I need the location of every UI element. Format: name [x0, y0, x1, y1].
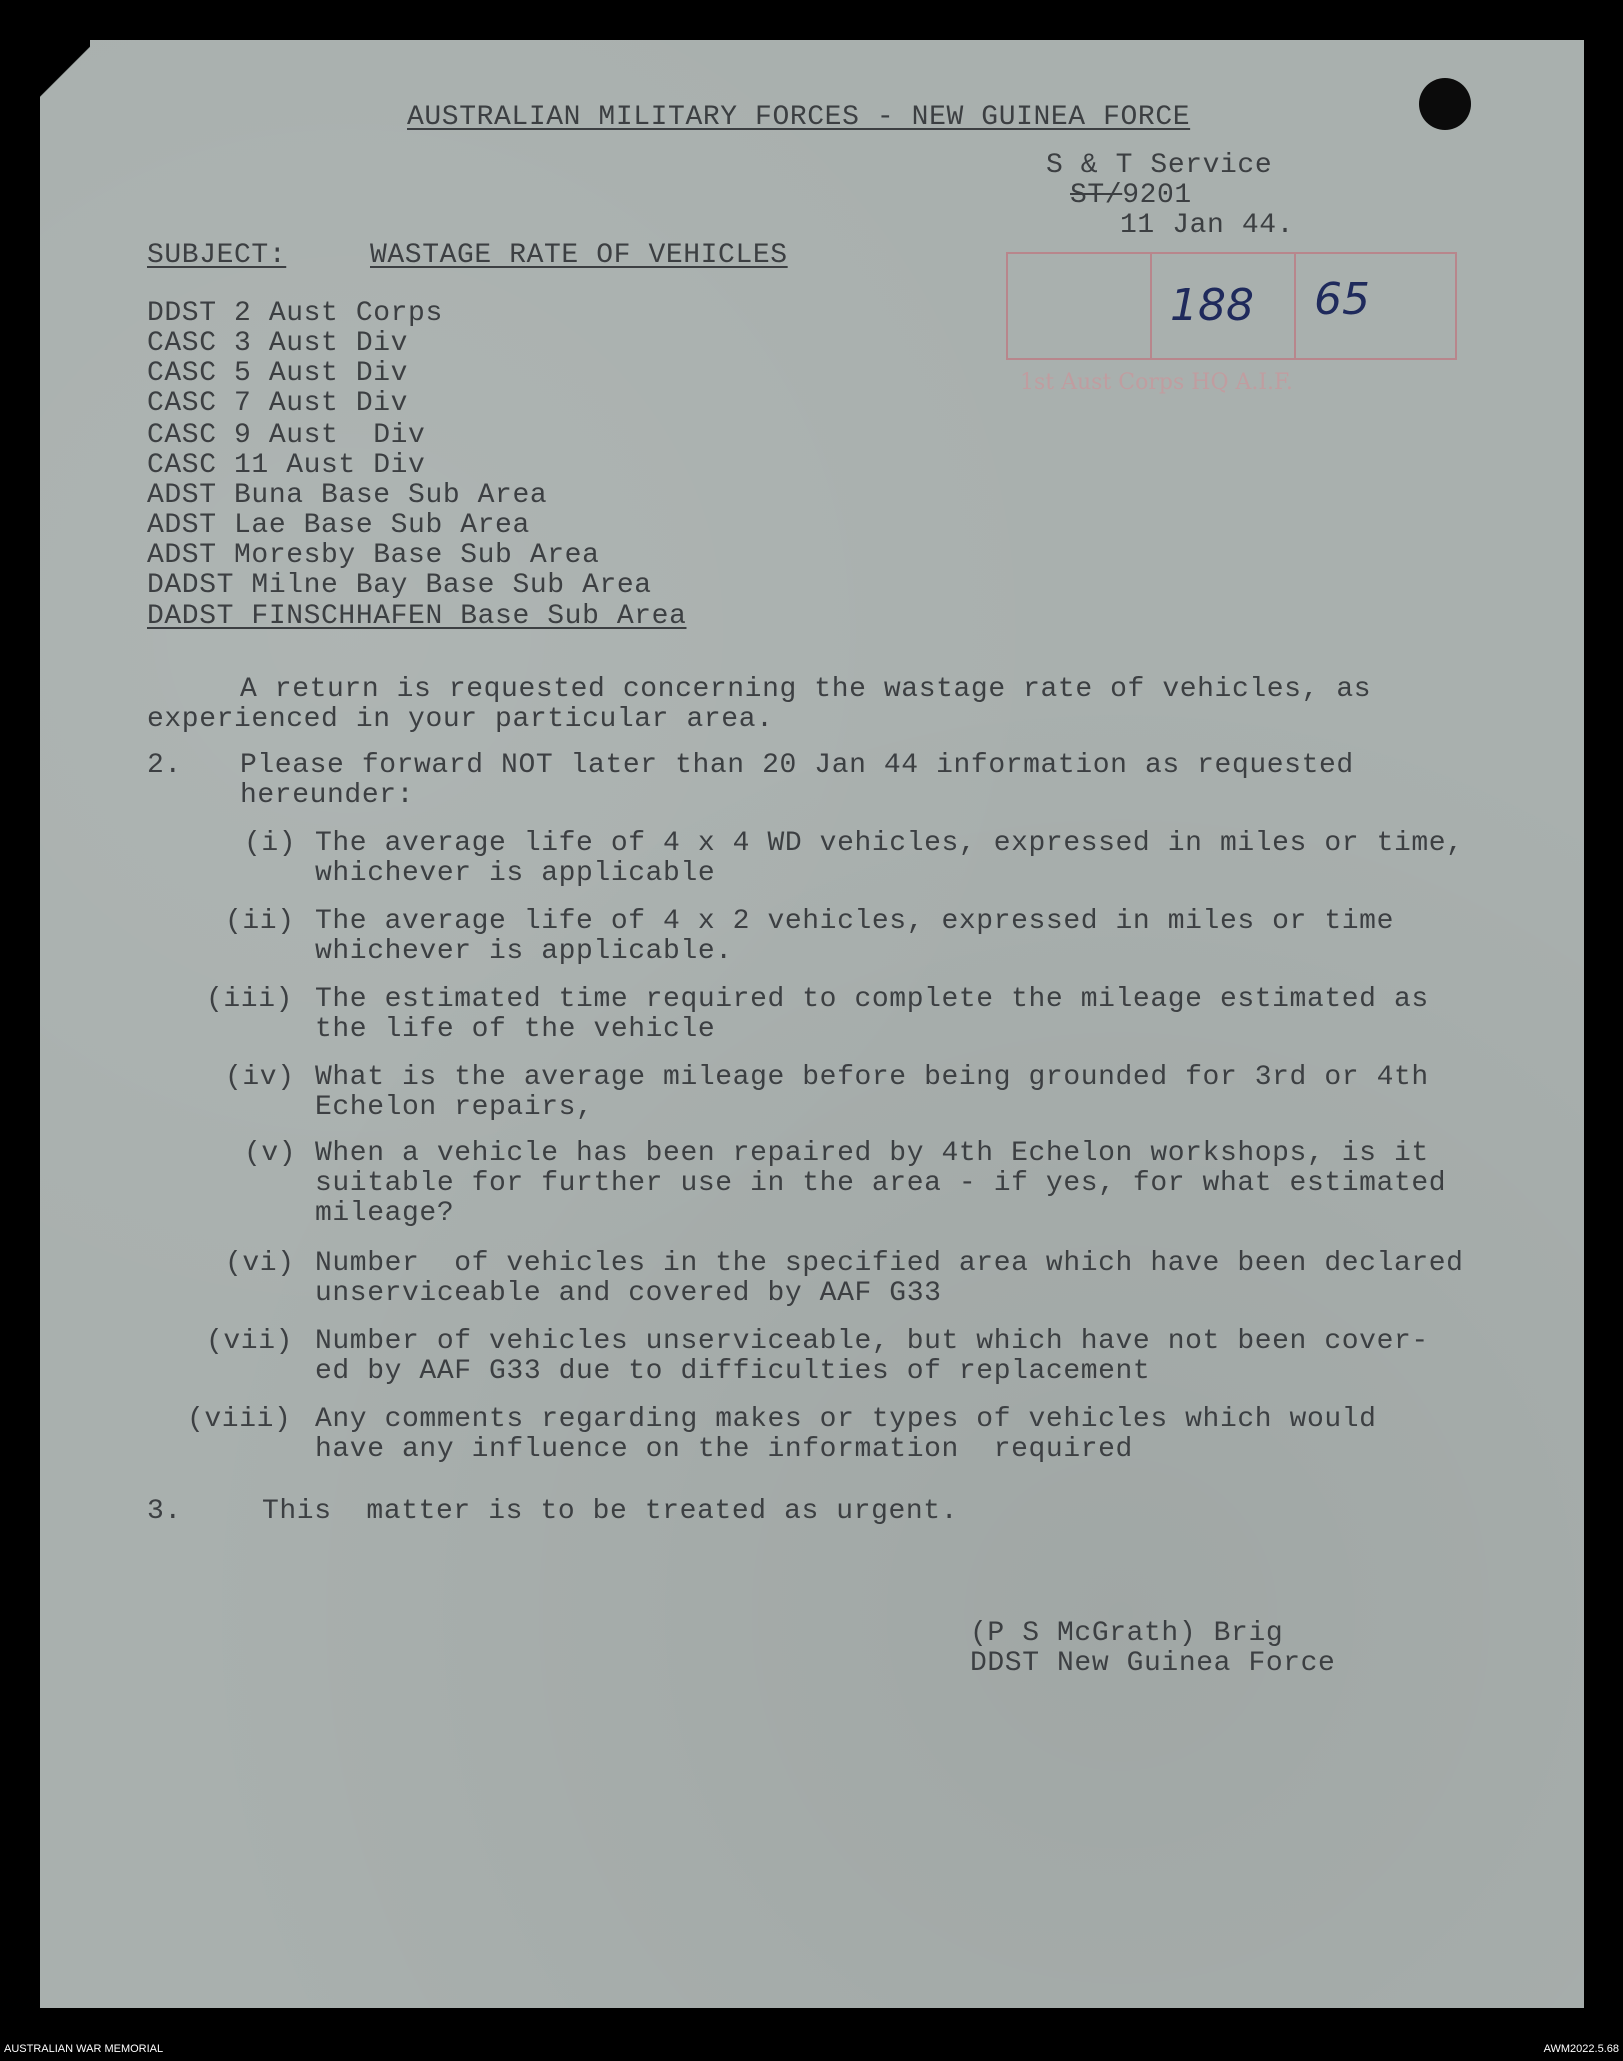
footer-accession: AWM2022.5.68 [1543, 2043, 1619, 2055]
item-number: (ii) [225, 906, 295, 937]
addressee: ADST Buna Base Sub Area [147, 480, 548, 511]
signatory-name: (P S McGrath) Brig [970, 1618, 1284, 1649]
reference-value: 9201 [1122, 180, 1192, 211]
paragraph-line: Please forward NOT later than 20 Jan 44 information as requested [240, 750, 1354, 781]
punch-hole [1419, 78, 1471, 130]
item-line: have any influence on the information required [315, 1434, 1133, 1465]
addressee: CASC 3 Aust Div [147, 328, 409, 359]
footer-credit: AUSTRALIAN WAR MEMORIAL [4, 2043, 164, 2055]
faded-stamp-text: 1st Aust Corps HQ A.I.F. [1020, 370, 1293, 395]
addressee: CASC 7 Aust Div [147, 388, 409, 419]
item-line: The average life of 4 x 2 vehicles, expressed in miles or time [315, 906, 1394, 937]
addressee: ADST Moresby Base Sub Area [147, 540, 600, 571]
torn-corner [40, 40, 90, 130]
addressee: CASC 5 Aust Div [147, 358, 409, 389]
document-date: 11 Jan 44. [1120, 210, 1295, 241]
reference-number [1070, 180, 1192, 211]
item-line: Number of vehicles unserviceable, but which have not been cover- [315, 1326, 1429, 1357]
item-number: (i) [244, 828, 297, 859]
item-line: Number of vehicles in the specified area which have been declared [315, 1248, 1464, 1279]
item-line: suitable for further use in the area - if yes, for what estimated [315, 1168, 1447, 1199]
paragraph-number: 2. [147, 750, 182, 781]
reference-prefix: ST/ [1070, 180, 1123, 211]
stamp-divider [1150, 254, 1152, 358]
item-line: the life of the vehicle [315, 1014, 716, 1045]
stamp-number-2: 65 [1314, 274, 1370, 325]
addressee: DDST 2 Aust Corps [147, 298, 443, 329]
item-line: The average life of 4 x 4 WD vehicles, expressed in miles or time, [315, 828, 1464, 859]
signatory-title: DDST New Guinea Force [970, 1648, 1336, 1679]
urgent-note: This matter is to be treated as urgent. [262, 1496, 959, 1527]
item-line: whichever is applicable [315, 858, 716, 889]
addressee: CASC 9 Aust Div [147, 420, 426, 451]
subject-label: SUBJECT: [147, 240, 287, 271]
item-line: Any comments regarding makes or types of vehicles which would [315, 1404, 1377, 1435]
intro-line: experienced in your particular area. [147, 704, 774, 735]
addressee: DADST FINSCHHAFEN Base Sub Area [147, 601, 687, 632]
item-number: (vii) [206, 1326, 294, 1357]
item-line: The estimated time required to complete the mileage estimated as [315, 984, 1429, 1015]
document-title: AUSTRALIAN MILITARY FORCES - NEW GUINEA FORCE [407, 102, 1191, 133]
service-label: S & T Service [1046, 150, 1273, 181]
item-line: ed by AAF G33 due to difficulties of replacement [315, 1356, 1151, 1387]
item-line: whichever is applicable. [315, 936, 733, 967]
intro-line: A return is requested concerning the wastage rate of vehicles, as [240, 674, 1372, 705]
item-line: Echelon repairs, [315, 1092, 594, 1123]
addressee: CASC 11 Aust Div [147, 450, 426, 481]
item-number: (viii) [187, 1404, 292, 1435]
paragraph-line: hereunder: [240, 780, 415, 811]
item-line: When a vehicle has been repaired by 4th Echelon workshops, is it [315, 1138, 1429, 1169]
item-line: What is the average mileage before being grounded for 3rd or 4th [315, 1062, 1429, 1093]
subject-text: WASTAGE RATE OF VEHICLES [370, 240, 788, 271]
item-number: (iii) [206, 984, 294, 1015]
addressee: DADST Milne Bay Base Sub Area [147, 570, 652, 601]
stamp-divider [1294, 254, 1296, 358]
item-number: (iv) [225, 1062, 295, 1093]
stamp-number-1: 188 [1170, 280, 1254, 331]
item-line: mileage? [315, 1198, 455, 1229]
document-sheet [40, 40, 1584, 2008]
paragraph-number: 3. [147, 1496, 182, 1527]
item-number: (v) [244, 1138, 297, 1169]
addressee: ADST Lae Base Sub Area [147, 510, 530, 541]
item-line: unserviceable and covered by AAF G33 [315, 1278, 942, 1309]
item-number: (vi) [225, 1248, 295, 1279]
registry-stamp [1006, 252, 1457, 360]
